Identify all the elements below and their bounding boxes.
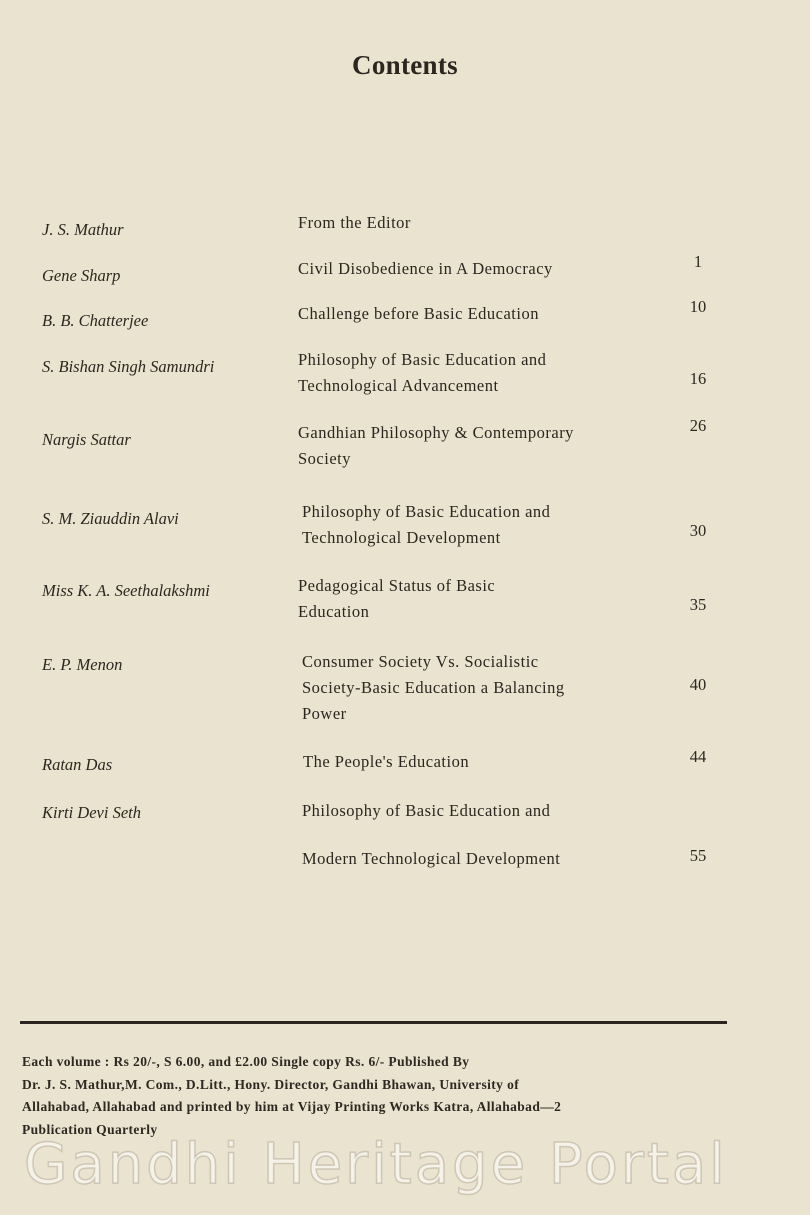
- author-name: Nargis Sattar: [42, 430, 131, 449]
- article-title: [298, 573, 666, 625]
- footer-line: Publication Quarterly: [22, 1121, 158, 1137]
- page-number: 16: [689, 369, 707, 388]
- footer-line: Allahabad, Allahabad and printed by him at Vijay Printing Works Katra, Allahabad—2: [22, 1099, 562, 1114]
- article-title: [298, 347, 666, 399]
- article-title-line: Philosophy of Basic Education and: [302, 801, 551, 820]
- publication-footer: [22, 1051, 722, 1141]
- author-name: Ratan Das: [42, 755, 113, 774]
- page-number: 44: [689, 747, 707, 766]
- article-title-line: Modern Technological Development: [302, 849, 561, 868]
- page-number: 40: [689, 675, 707, 694]
- article-title: [298, 210, 666, 236]
- article-title-line: The People's Education: [303, 752, 470, 771]
- article-title: [298, 256, 666, 282]
- author-name: J. S. Mathur: [42, 220, 124, 239]
- article-title-line: Consumer Society Vs. Socialistic: [302, 652, 539, 671]
- article-title-line: Technological Advancement: [298, 376, 499, 395]
- article-title-line: From the Editor: [298, 213, 411, 232]
- article-title-line: Philosophy of Basic Education and: [302, 502, 551, 521]
- watermark: Gandhi Heritage Portal: [24, 1132, 728, 1197]
- article-title-line: Power: [302, 704, 347, 723]
- page-number: 35: [689, 595, 707, 614]
- article-title-line: Society: [298, 449, 351, 468]
- page-number: 1: [693, 252, 703, 271]
- article-title-line: [302, 824, 670, 846]
- article-title: [303, 749, 671, 775]
- author-name: S. Bishan Singh Samundri: [42, 357, 215, 376]
- page-number: 30: [689, 521, 707, 540]
- article-title-line: Gandhian Philosophy & Contemporary: [298, 423, 574, 442]
- author-name: Miss K. A. Seethalakshmi: [42, 581, 210, 600]
- author-name: B. B. Chatterjee: [42, 311, 149, 330]
- article-title: [298, 301, 666, 327]
- footer-divider: [20, 1021, 727, 1024]
- author-name: Kirti Devi Seth: [42, 803, 141, 822]
- article-title-line: Philosophy of Basic Education and: [298, 350, 547, 369]
- page-number: 26: [689, 416, 707, 435]
- footer-line: Dr. J. S. Mathur,M. Com., D.Litt., Hony. Director, Gandhi Bhawan, University of: [22, 1076, 520, 1092]
- page-number: 10: [689, 297, 707, 316]
- article-title: [302, 499, 670, 551]
- author-name: S. M. Ziauddin Alavi: [42, 509, 179, 528]
- article-title-line: Society-Basic Education a Balancing: [302, 678, 565, 697]
- footer-line: Each volume : Rs 20/-, S 6.00, and £2.00 Single copy Rs. 6/- Published By: [22, 1054, 470, 1069]
- article-title-line: Pedagogical Status of Basic: [298, 576, 496, 595]
- article-title-line: Education: [298, 602, 370, 621]
- author-name: E. P. Menon: [42, 655, 123, 674]
- article-title: [302, 649, 670, 727]
- article-title-line: Challenge before Basic Education: [298, 304, 539, 323]
- page-number: 55: [689, 846, 707, 865]
- author-name: Gene Sharp: [42, 266, 121, 285]
- article-title: [302, 798, 670, 872]
- page-title: Contents: [352, 50, 458, 80]
- article-title: [298, 420, 666, 472]
- article-title-line: Civil Disobedience in A Democracy: [298, 259, 553, 278]
- article-title-line: Technological Development: [302, 528, 501, 547]
